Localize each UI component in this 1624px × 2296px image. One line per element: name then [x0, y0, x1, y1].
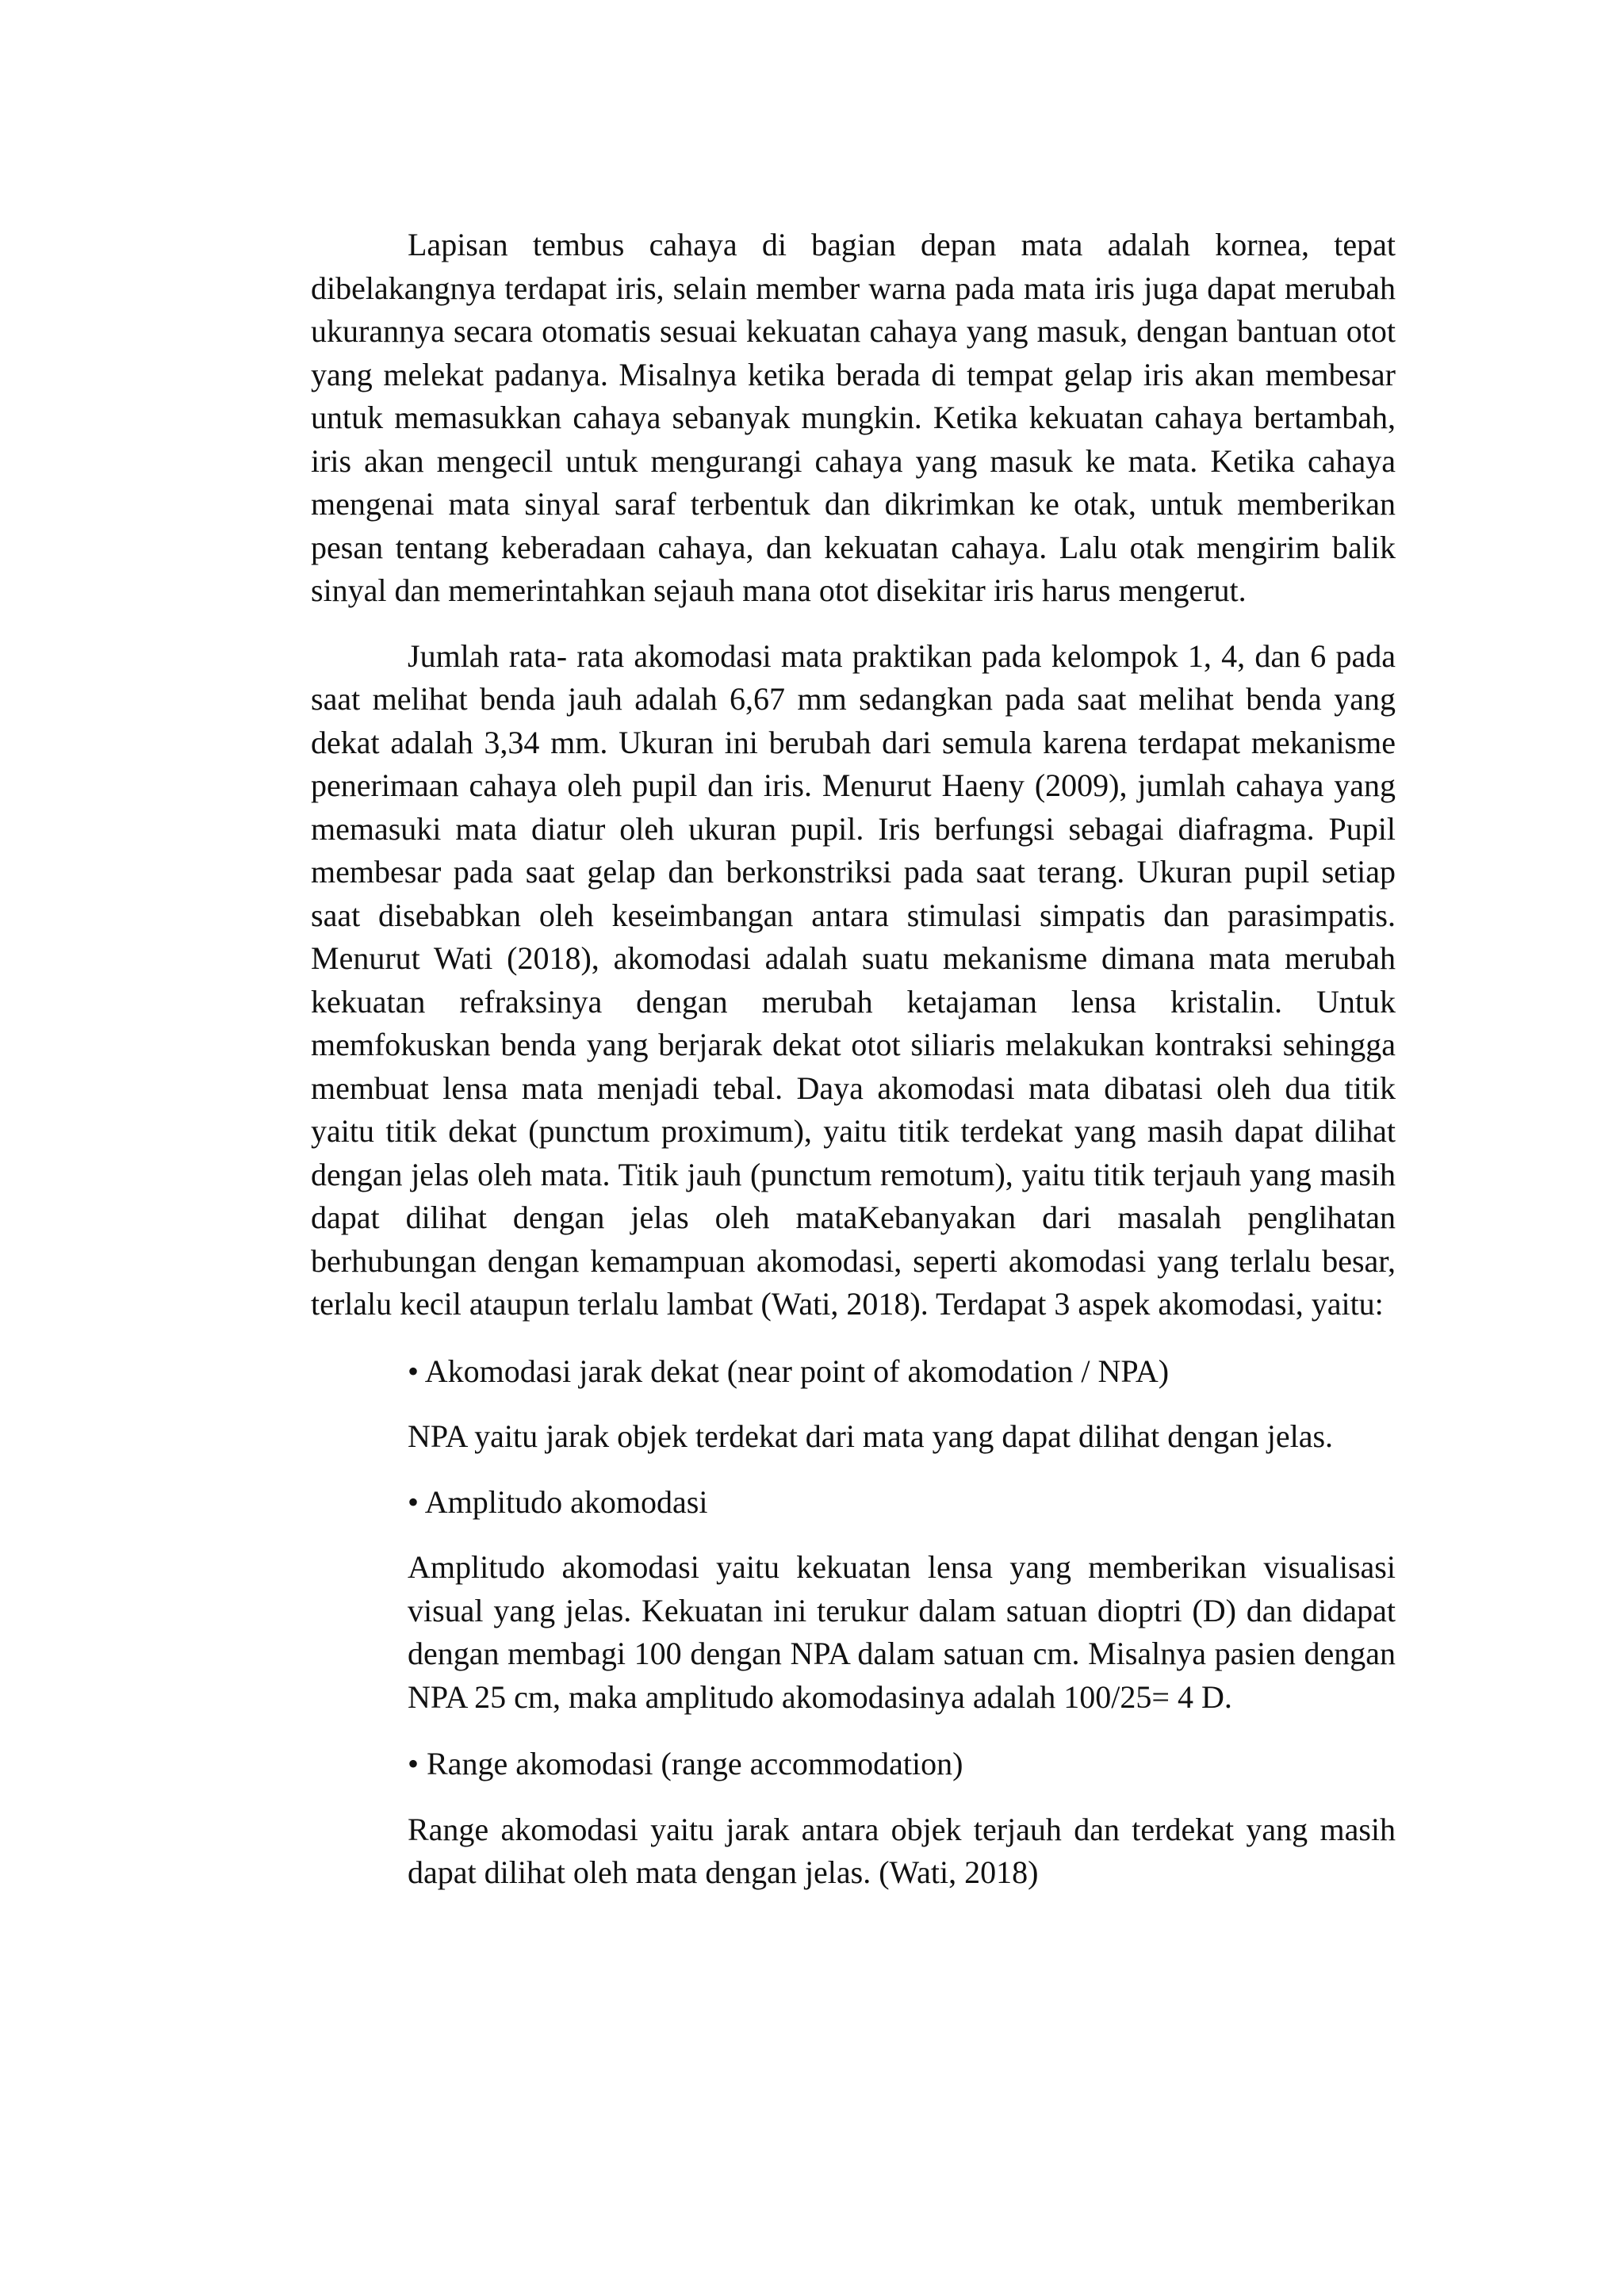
aspect-body-range: Range akomodasi yaitu jarak antara objek terjauh dan terdekat yang masih dapat dilihat oleh mata dengan jelas. (Wati, 2018): [408, 1811, 1396, 1890]
aspect-body-npa: NPA yaitu jarak objek terdekat dari mata yang dapat dilihat dengan jelas.: [408, 1418, 1334, 1454]
aspect-heading-npa: • Akomodasi jarak dekat (near point of akomodation / NPA): [408, 1353, 1170, 1389]
aspect-heading-amplitude: • Amplitudo akomodasi: [408, 1483, 708, 1520]
paragraph-accommodation-results: Jumlah rata- rata akomodasi mata praktikan pada kelompok 1, 4, dan 6 pada saat melihat benda jauh adalah 6,67 mm sedangkan pada saat melihat benda yang dekat adalah 3,34 mm. Ukuran ini berubah dari semula karena terdapat mekanisme penerimaan cahaya oleh pupil dan iris. Menurut Haeny (2009), jumlah cahaya yang memasuki mata diatur oleh ukuran pupil. Iris berfungsi sebagai diafragma. Pupil membesar pada saat gelap dan berkonstriksi pada saat terang. Ukuran pupil setiap saat disebabkan oleh keseimbangan antara stimulasi simpatis dan parasimpatis. Menurut Wati (2018), akomodasi adalah suatu mekanisme dimana mata merubah kekuatan refraksinya dengan merubah ketajaman lensa kristalin. Untuk memfokuskan benda yang berjarak dekat otot siliaris melakukan kontraksi sehingga membuat lensa mata menjadi tebal. Daya akomodasi mata dibatasi oleh dua titik yaitu titik dekat (punctum proximum), yaitu titik terdekat yang masih dapat dilihat dengan jelas oleh mata. Titik jauh (punctum remotum), yaitu titik terjauh yang masih dapat dilihat dengan jelas oleh mataKebanyakan dari masalah penglihatan berhubungan dengan kemampuan akomodasi, seperti akomodasi yang terlalu besar, terlalu kecil ataupun terlalu lambat (Wati, 2018). Terdapat 3 aspek akomodasi, yaitu:: [311, 637, 1396, 1322]
aspect-heading-range: • Range akomodasi (range accommodation): [408, 1746, 963, 1781]
paragraph-iris-function: Lapisan tembus cahaya di bagian depan mata adalah kornea, tepat dibelakangnya terdapat iris, selain member warna pada mata iris juga dapat merubah ukurannya secara otomatis sesuai kekuatan cahaya yang masuk, dengan bantuan otot yang melekat padanya. Misalnya ketika berada di tempat gelap iris akan membesar untuk memasukkan cahaya sebanyak mungkin. Ketika kekuatan cahaya bertambah, iris akan mengecil untuk mengurangi cahaya yang masuk ke mata. Ketika cahaya mengenai mata sinyal saraf terbentuk dan dikrimkan ke otak, untuk memberikan pesan tentang keberadaan cahaya, dan kekuatan cahaya. Lalu otak mengirim balik sinyal dan memerintahkan sejauh mana otot disekitar iris harus mengerut.: [311, 227, 1396, 608]
document-body: [311, 224, 1396, 1895]
accommodation-aspects-list: [408, 1350, 1396, 1895]
aspect-body-amplitude: Amplitudo akomodasi yaitu kekuatan lensa yang memberikan visualisasi visual yang jelas. Kekuatan ini terukur dalam satuan dioptri (D) dan didapat dengan membagi 100 dengan NPA dalam satuan cm. Misalnya pasien dengan NPA 25 cm, maka amplitudo akomodasinya adalah 100/25= 4 D.: [408, 1549, 1396, 1715]
